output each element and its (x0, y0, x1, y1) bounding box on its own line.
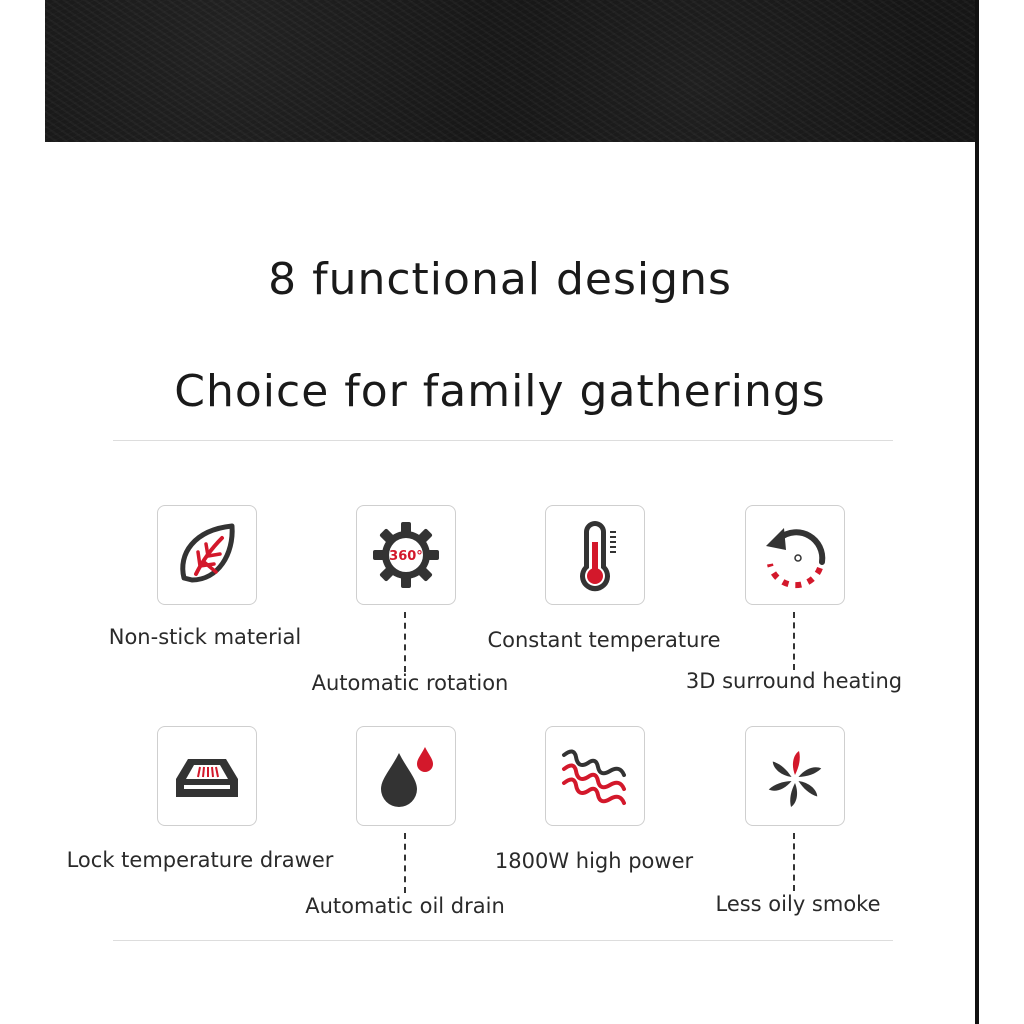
feature-label-high-power: 1800W high power (494, 849, 694, 873)
feature-label-less-smoke: Less oily smoke (715, 892, 881, 916)
connector-dash (404, 833, 406, 893)
feature-drawer (157, 726, 257, 826)
connector-dash (793, 833, 795, 891)
feature-label-surround-heating: 3D surround heating (685, 669, 903, 693)
heating-coil-icon (558, 739, 632, 813)
feature-label-rotation: Automatic rotation (311, 671, 509, 695)
feature-label-temperature: Constant temperature (487, 628, 721, 652)
fan-icon (758, 739, 832, 813)
heading-functional-designs: 8 functional designs (268, 254, 732, 305)
feature-temperature (545, 505, 645, 605)
gear-360-icon (369, 518, 443, 592)
heading-family-gatherings: Choice for family gatherings (174, 366, 826, 417)
feature-label-drawer: Lock temperature drawer (66, 848, 334, 872)
divider-bottom (113, 940, 893, 941)
feature-label-nonstick: Non-stick material (108, 625, 302, 649)
feature-rotation (356, 505, 456, 605)
connector-dash (793, 612, 795, 670)
feature-oil-drain (356, 726, 456, 826)
feature-high-power (545, 726, 645, 826)
dark-photo-banner (45, 0, 975, 142)
feature-less-smoke (745, 726, 845, 826)
rotate-arrow-icon (758, 518, 832, 592)
thermometer-icon (558, 518, 632, 592)
svg-text:360°: 360° (389, 549, 423, 564)
drawer-icon (170, 739, 244, 813)
feature-nonstick (157, 505, 257, 605)
connector-dash (404, 612, 406, 672)
divider-top (113, 440, 893, 441)
right-edge-bar (975, 0, 979, 1024)
feature-label-oil-drain: Automatic oil drain (305, 894, 505, 918)
feature-surround-heating (745, 505, 845, 605)
leaf-icon (170, 518, 244, 592)
oil-drop-icon (369, 739, 443, 813)
